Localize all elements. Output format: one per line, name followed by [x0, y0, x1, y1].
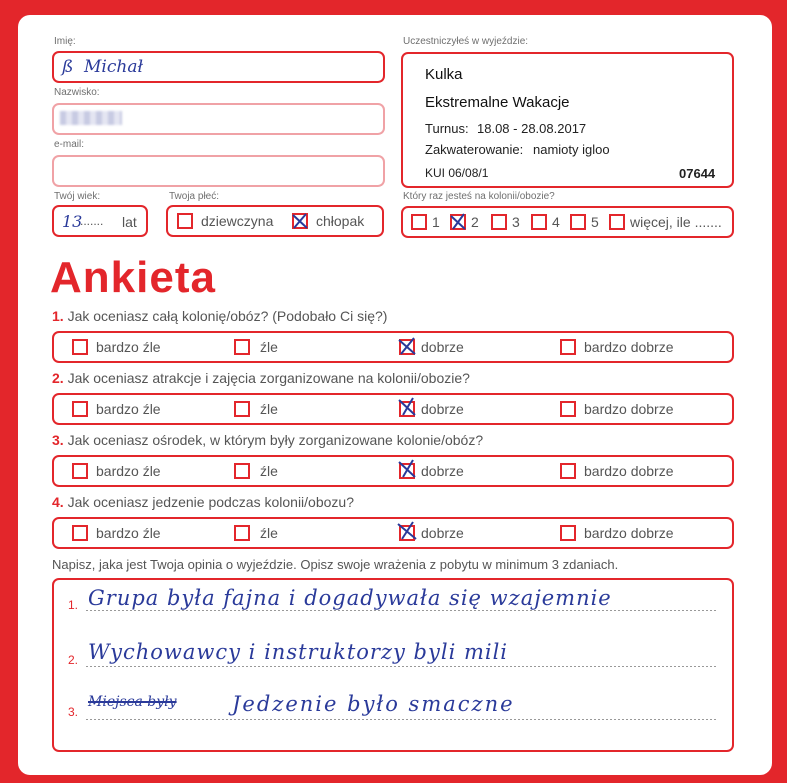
- opinion-line-3-number: 3.: [68, 705, 79, 719]
- question-1-number: 1.: [52, 308, 64, 324]
- email-field[interactable]: [52, 155, 385, 187]
- age-field[interactable]: [52, 205, 148, 237]
- age-label: Twój wiek:: [54, 191, 101, 202]
- times-checkbox-more[interactable]: [609, 214, 625, 230]
- age-value: 13: [62, 212, 83, 231]
- q3-option-good: dobrze: [421, 463, 464, 479]
- trip-number: 07644: [679, 166, 716, 181]
- survey-title: Ankieta: [50, 253, 216, 302]
- q4-option-very-bad: bardzo źle: [96, 525, 161, 541]
- gender-field: [166, 205, 384, 237]
- question-2-number: 2.: [52, 370, 64, 386]
- times-checkbox-5[interactable]: [570, 214, 586, 230]
- q1-option-very-good: bardzo dobrze: [584, 339, 674, 355]
- q4-check-mark: [396, 521, 420, 541]
- times-option-1: 1: [432, 214, 440, 230]
- opinion-line-3-rule: [86, 719, 718, 720]
- surname-label: Nazwisko:: [54, 87, 100, 98]
- question-4-number: 4.: [52, 494, 64, 510]
- q4-option-good: dobrze: [421, 525, 464, 541]
- times-option-5: 5: [591, 214, 599, 230]
- q3-checkbox-bad[interactable]: [234, 463, 250, 479]
- trip-code: KUI 06/08/1: [425, 166, 489, 180]
- q1-check-mark: [397, 336, 417, 356]
- turnus-value: 18.08 - 28.08.2017: [477, 121, 587, 136]
- accommodation-value: namioty igloo: [533, 142, 610, 157]
- surname-field[interactable]: [52, 103, 385, 135]
- q3-checkbox-very-bad[interactable]: [72, 463, 88, 479]
- opinion-prompt: Napisz, jaka jest Twoja opinia o wyjeździe. Opisz swoje wrażenia z pobytu w minimum 3 zdaniach.: [52, 557, 619, 572]
- q2-checkbox-bad[interactable]: [234, 401, 250, 417]
- question-3-number: 3.: [52, 432, 64, 448]
- gender-checkbox-girl[interactable]: [177, 213, 193, 229]
- q2-check-mark: [397, 397, 417, 417]
- name-value: Michał: [84, 57, 143, 77]
- q1-option-very-bad: bardzo źle: [96, 339, 161, 355]
- opinion-line-3-crossed-out: Miejsca były: [88, 694, 177, 710]
- opinion-line-1-number: 1.: [68, 598, 79, 612]
- q4-checkbox-very-bad[interactable]: [72, 525, 88, 541]
- question-1-answers: [52, 331, 734, 363]
- times-option-4: 4: [552, 214, 560, 230]
- turnus-label: Turnus:: [425, 121, 469, 136]
- opinion-textarea[interactable]: [52, 578, 734, 752]
- q1-option-bad: źle: [260, 339, 278, 355]
- question-4-text: Jak oceniasz jedzenie podczas kolonii/obozu?: [67, 494, 354, 510]
- q3-option-very-good: bardzo dobrze: [584, 463, 674, 479]
- q2-checkbox-very-bad[interactable]: [72, 401, 88, 417]
- times-label: Który raz jesteś na kolonii/obozie?: [403, 191, 555, 202]
- survey-card: [18, 15, 772, 775]
- age-dots: .......: [80, 214, 104, 228]
- question-2: [52, 370, 470, 386]
- opinion-line-2-rule: [86, 666, 718, 667]
- q1-checkbox-bad[interactable]: [234, 339, 250, 355]
- name-field[interactable]: [52, 51, 385, 83]
- times-checkbox-3[interactable]: [491, 214, 507, 230]
- opinion-line-1-text: Grupa była fajna i dogadywała się wzajemnie: [88, 586, 612, 610]
- q4-option-bad: źle: [260, 525, 278, 541]
- question-2-text: Jak oceniasz atrakcje i zajęcia zorganizowane na kolonii/obozie?: [67, 370, 470, 386]
- q3-option-very-bad: bardzo źle: [96, 463, 161, 479]
- trip-label: Uczestniczyłeś w wyjeździe:: [403, 36, 529, 47]
- gender-option-girl: dziewczyna: [201, 213, 274, 229]
- q1-checkbox-very-good[interactable]: [560, 339, 576, 355]
- q2-option-bad: źle: [260, 401, 278, 417]
- gender-label: Twoja płeć:: [169, 191, 220, 202]
- question-3: [52, 432, 483, 448]
- q2-option-very-good: bardzo dobrze: [584, 401, 674, 417]
- question-3-answers: [52, 455, 734, 487]
- times-checkbox-4[interactable]: [531, 214, 547, 230]
- name-label: Imię:: [54, 36, 76, 47]
- times-field: [401, 206, 734, 238]
- surname-redaction: [60, 111, 122, 125]
- opinion-line-1-rule: [86, 610, 718, 611]
- name-prefix-mark: ß: [62, 57, 74, 77]
- times-option-3: 3: [512, 214, 520, 230]
- q3-check-mark: [397, 459, 417, 479]
- trip-name: Kulka: [425, 66, 463, 83]
- gender-option-boy: chłopak: [316, 213, 365, 229]
- times-option-2: 2: [471, 214, 479, 230]
- q3-option-bad: źle: [260, 463, 278, 479]
- q2-checkbox-very-good[interactable]: [560, 401, 576, 417]
- times-checkbox-1[interactable]: [411, 214, 427, 230]
- trip-program: Ekstremalne Wakacje: [425, 94, 570, 111]
- q2-option-good: dobrze: [421, 401, 464, 417]
- question-1: [52, 308, 387, 324]
- email-label: e-mail:: [54, 139, 85, 150]
- gender-check-mark: [290, 211, 310, 231]
- q3-checkbox-very-good[interactable]: [560, 463, 576, 479]
- q4-checkbox-very-good[interactable]: [560, 525, 576, 541]
- opinion-line-3-text: Jedzenie było smaczne: [232, 692, 515, 716]
- q4-checkbox-bad[interactable]: [234, 525, 250, 541]
- times-option-more: więcej, ile .......: [630, 214, 722, 230]
- accommodation-label: Zakwaterowanie:: [425, 142, 524, 157]
- opinion-line-2-text: Wychowawcy i instruktorzy byli mili: [88, 640, 509, 664]
- trip-info-box: [401, 52, 734, 188]
- times-check-mark: [448, 212, 468, 232]
- q4-option-very-good: bardzo dobrze: [584, 525, 674, 541]
- q1-checkbox-very-bad[interactable]: [72, 339, 88, 355]
- question-3-text: Jak oceniasz ośrodek, w którym były zorganizowane kolonie/obóz?: [67, 432, 484, 448]
- opinion-line-2-number: 2.: [68, 653, 79, 667]
- question-2-answers: [52, 393, 734, 425]
- question-4: [52, 494, 354, 510]
- q2-option-very-bad: bardzo źle: [96, 401, 161, 417]
- age-unit: lat: [122, 214, 137, 230]
- question-4-answers: [52, 517, 734, 549]
- q1-option-good: dobrze: [421, 339, 464, 355]
- question-1-text: Jak oceniasz całą kolonię/obóz? (Podobało Ci się?): [67, 308, 388, 324]
